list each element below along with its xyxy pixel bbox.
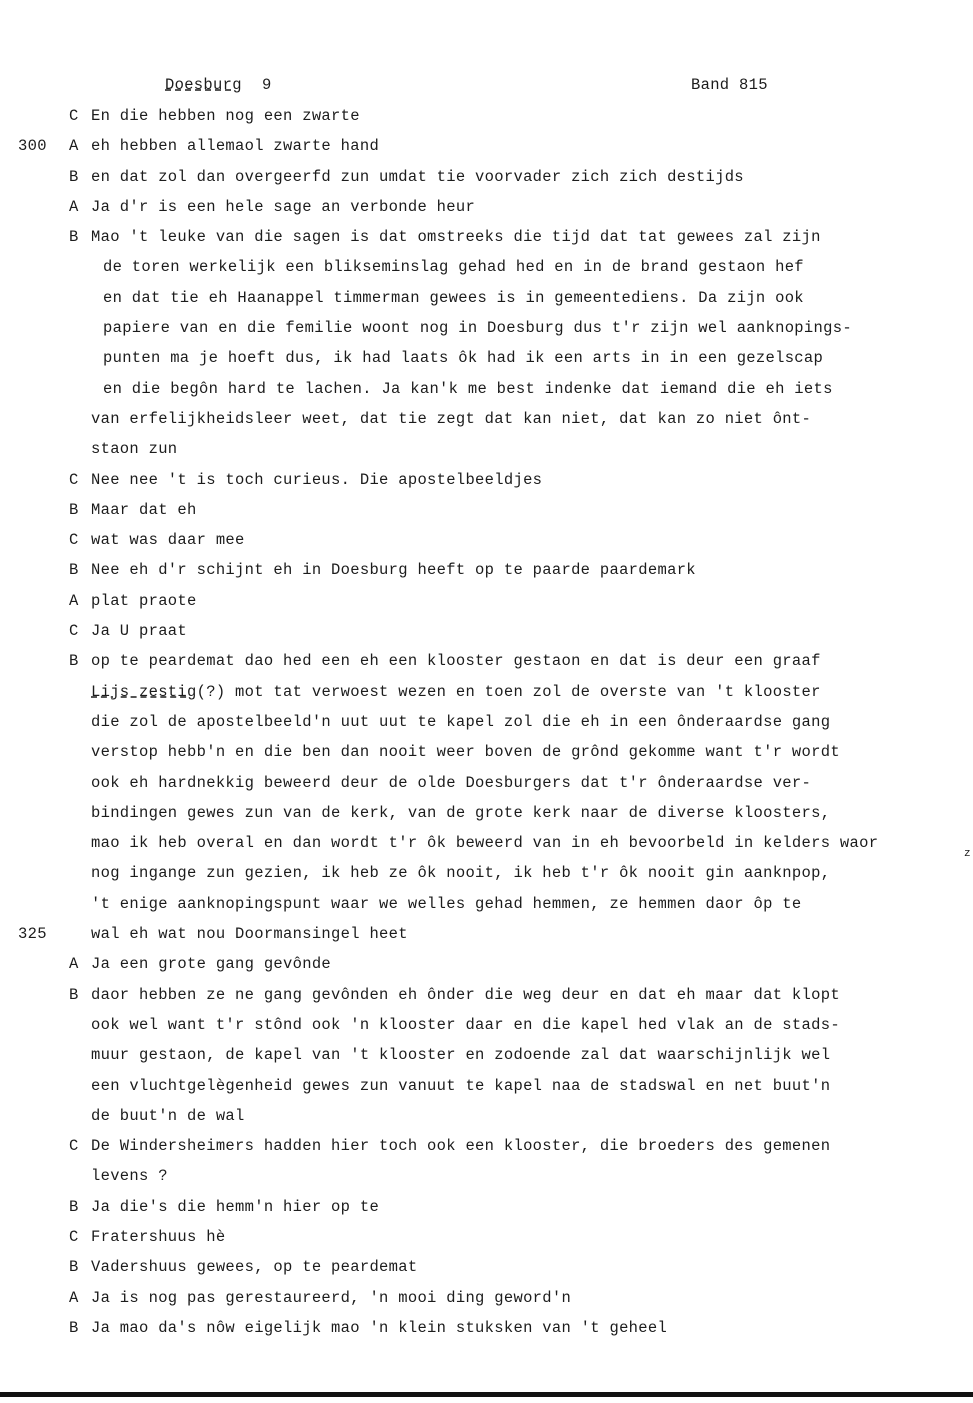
line-text: ook eh hardnekkig beweerd deur de olde Doesburgers dat t'r ônderaardse ver- (91, 773, 812, 792)
line-text: Nee nee 't is toch curieus. Die apostelbeeldjes (91, 470, 543, 489)
transcript-line (0, 1226, 973, 1256)
speaker-label: B (69, 985, 79, 1004)
line-text: Ja U praat (91, 622, 188, 641)
header-band: Band 815 (691, 76, 768, 94)
transcript-line (0, 832, 973, 862)
transcript-line (0, 105, 973, 135)
line-number: 325 (18, 925, 47, 944)
speaker-label: A (69, 137, 79, 156)
line-text: een vluchtgelègenheid gewes zun vanuut te kapel naa de stadswal en net buut'n (91, 1076, 831, 1095)
speaker-label: B (69, 228, 79, 247)
line-text: Fratershuus hè (91, 1227, 226, 1246)
speaker-label: C (69, 1227, 79, 1246)
transcript-line (0, 681, 973, 711)
line-text: wal eh wat nou Doormansingel heet (91, 925, 408, 944)
speaker-label: B (69, 500, 79, 519)
transcript-line (0, 1165, 973, 1195)
line-text: Maar dat eh (91, 500, 197, 519)
line-text: Ja is nog pas gerestaureerd, 'n mooi ding geword'n (91, 1288, 572, 1307)
transcript-line (0, 984, 973, 1014)
transcript-line (0, 499, 973, 529)
speaker-label: B (69, 652, 79, 671)
speaker-label: A (69, 955, 79, 974)
speaker-label: B (69, 1318, 79, 1337)
line-text: muur gestaon, de kapel van 't klooster en zodoende zal dat waarschijnlijk wel (91, 1046, 831, 1065)
header-title: Doesburg (165, 76, 242, 94)
transcript-line (0, 317, 973, 347)
line-text: daor hebben ze ne gang gevônden eh ônder die weg deur en dat eh maar dat klopt (91, 985, 840, 1004)
line-text: en dat tie eh Haanappel timmerman gewees is in gemeentediens. Da zijn ook (103, 288, 804, 307)
transcript-line (0, 772, 973, 802)
transcript-line (0, 438, 973, 468)
speaker-label: C (69, 470, 79, 489)
transcript-line (0, 378, 973, 408)
line-text: 't enige aanknopingspunt waar we welles gehad hemmen, ze hemmen daor ôp te (91, 894, 802, 913)
transcript-line (0, 529, 973, 559)
transcript-line (0, 1014, 973, 1044)
line-text: Nee eh d'r schijnt eh in Doesburg heeft op te paarde paardemark (91, 561, 696, 580)
transcript-line (0, 590, 973, 620)
speaker-label: C (69, 622, 79, 641)
transcript-line (0, 256, 973, 286)
speaker-label: C (69, 1137, 79, 1156)
line-text: en dat zol dan overgeerfd zun umdat tie voorvader zich zich destijds (91, 167, 744, 186)
line-text: de toren werkelijk een blikseminslag gehad hed en in de brand gestaon hef (103, 258, 804, 277)
transcript-line (0, 408, 973, 438)
line-text: verstop hebb'n en die ben dan nooit weer boven de grônd gekomme want t'r wordt (91, 743, 840, 762)
line-text: Ja die's die hemm'n hier op te (91, 1197, 380, 1216)
transcript-lines (0, 105, 973, 1347)
transcript-line (0, 620, 973, 650)
speaker-label: B (69, 1258, 79, 1277)
line-text: de buut'n de wal (91, 1106, 245, 1125)
line-text: staon zun (91, 440, 178, 459)
line-text: van erfelijkheidsleer weet, dat tie zegt dat kan niet, dat kan zo niet ônt- (91, 409, 812, 428)
transcript-line (0, 711, 973, 741)
speaker-label: A (69, 1288, 79, 1307)
line-text: En die hebben nog een zwarte (91, 107, 360, 125)
transcript-line (0, 1135, 973, 1165)
transcript-line (0, 226, 973, 256)
transcript-line (0, 347, 973, 377)
transcript-line (0, 953, 973, 983)
line-text: nog ingange zun gezien, ik heb ze ôk nooit, ik heb t'r ôk nooit gin aanknpop, (91, 864, 831, 883)
transcript-line (0, 862, 973, 892)
transcript-line (0, 559, 973, 589)
transcript-line (0, 650, 973, 680)
line-text: De Windersheimers hadden hier toch ook een klooster, die broeders des gemenen (91, 1137, 831, 1156)
transcript-line (0, 802, 973, 832)
speaker-label: B (69, 1197, 79, 1216)
transcript-line (0, 893, 973, 923)
underlined-name: Lijs zestig (91, 682, 197, 701)
transcript-line (0, 1196, 973, 1226)
header-page-number: 9 (262, 76, 272, 94)
line-text (91, 681, 821, 703)
line-text: en die begôn hard te lachen. Ja kan'k me best indenke dat iemand die eh iets (103, 379, 833, 398)
line-text-rest: (?) mot tat verwoest wezen en toen zol de overste van 't klooster (196, 682, 821, 701)
line-text: plat praote (91, 591, 197, 610)
transcript-line (0, 1105, 973, 1135)
speaker-label: B (69, 167, 79, 186)
line-text: die zol de apostelbeeld'n uut uut te kapel zol die eh in een ônderaardse gang (91, 712, 831, 731)
speaker-label: B (69, 561, 79, 580)
line-text: wat was daar mee (91, 531, 245, 550)
transcript-line (0, 1256, 973, 1286)
bottom-rule (0, 1392, 973, 1397)
speaker-label: A (69, 591, 79, 610)
transcript-line (0, 469, 973, 499)
line-text: op te peardemat dao hed een eh een klooster gestaon en dat is deur een graaf (91, 652, 821, 671)
line-text: Ja mao da's nôw eigelijk mao 'n klein stuksken van 't geheel (91, 1318, 668, 1337)
line-text: Vadershuus gewees, op te peardemat (91, 1258, 418, 1277)
margin-mark: z (964, 848, 971, 860)
line-text: ook wel want t'r stônd ook 'n klooster daar en die kapel hed vlak an de stads- (91, 1015, 840, 1034)
transcript-line (0, 287, 973, 317)
transcript-line (0, 1075, 973, 1105)
transcript-line (0, 923, 973, 953)
line-text: eh hebben allemaol zwarte hand (91, 137, 380, 156)
transcript-line (0, 196, 973, 226)
line-text: Mao 't leuke van die sagen is dat omstreeks die tijd dat tat gewees zal zijn (91, 228, 821, 247)
line-text: Ja een grote gang gevônde (91, 955, 332, 974)
speaker-label: C (69, 107, 79, 125)
line-text: bindingen gewes zun van de kerk, van de grote kerk naar de diverse kloosters, (91, 803, 831, 822)
speaker-label: A (69, 197, 79, 216)
line-number: 300 (18, 137, 47, 156)
line-text: Ja d'r is een hele sage an verbonde heur (91, 197, 476, 216)
transcript-line (0, 741, 973, 771)
line-text: mao ik heb overal en dan wordt t'r ôk beweerd van in eh bevoorbeld in kelders waor (91, 834, 879, 853)
speaker-label: C (69, 531, 79, 550)
transcript-line (0, 1317, 973, 1347)
transcript-line (0, 135, 973, 165)
transcript-line (0, 1287, 973, 1317)
transcript-line (0, 1044, 973, 1074)
line-text: levens ? (91, 1167, 168, 1186)
line-text: papiere van en die femilie woont nog in Doesburg dus t'r zijn wel aanknopings- (103, 319, 852, 338)
line-text: punten ma je hoeft dus, ik had laats ôk had ik een arts in in een gezelscap (103, 349, 824, 368)
transcript-line (0, 166, 973, 196)
